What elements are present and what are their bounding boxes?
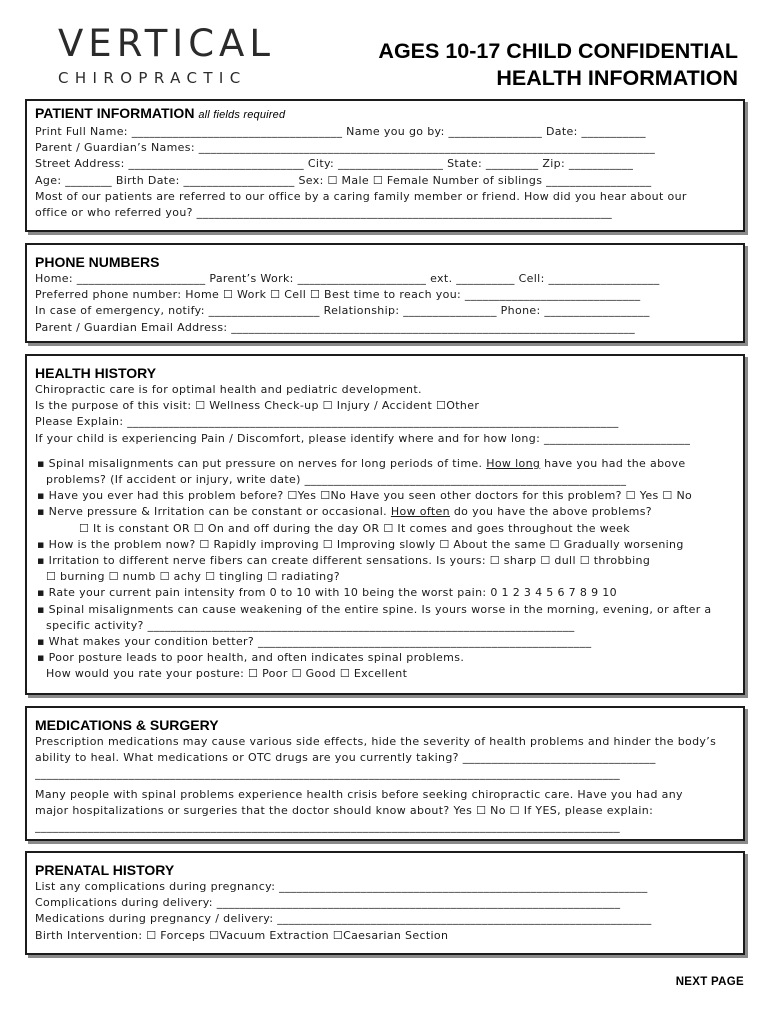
how-often-text: ▪ Nerve pressure & Irritation can be constant or occasional. xyxy=(37,505,388,519)
phone-numbers-title: PHONE NUMBERS xyxy=(35,254,160,270)
posture-statement: ▪ Poor posture leads to poor health, and often indicates spinal problems. xyxy=(37,651,465,665)
frequency-options[interactable]: ☐ It is constant OR ☐ On and off during the day OR ☐ It comes and goes throughout the week xyxy=(79,521,630,535)
sensation-question[interactable]: ▪ Irritation to different nerve fibers can create different sensations. Is yours: ☐ sharp ☐ dull ☐ throbbing xyxy=(37,554,651,568)
health-history-section xyxy=(25,354,745,695)
referral-question: Most of our patients are referred to our office by a caring family member or friend. How did you hear about our xyxy=(35,189,687,203)
health-history-title: HEALTH HISTORY xyxy=(35,365,157,381)
pregnancy-medications-line[interactable]: Medications during pregnancy / delivery: ________________________________________________________________ xyxy=(35,912,652,926)
pain-intensity-question[interactable]: ▪ Rate your current pain intensity from 0 to 10 with 10 being the worst pain: 0 1 2 3 4 5 6 7 8 9 10 xyxy=(37,586,617,600)
surgery-intro: Many people with spinal problems experience health crisis before seeking chiropractic care. Have you had any xyxy=(35,787,683,801)
posture-rating-options[interactable]: How would you rate your posture: ☐ Poor ☐ Good ☐ Excellent xyxy=(46,667,408,681)
medications-blank-line[interactable]: ____________________________________________________________________________________________________ xyxy=(35,767,620,781)
phone-numbers-section xyxy=(25,243,745,343)
medications-surgery-section xyxy=(25,706,745,841)
surgery-question-line[interactable]: major hospitalizations or surgeries that the doctor should know about? Yes ☐ No ☐ If YES, please explain: xyxy=(35,803,654,817)
spine-weakening-question: ▪ Spinal misalignments can cause weakening of the entire spine. Is yours worse in the morning, evening, or after a xyxy=(37,602,712,616)
how-often-text-end: do you have the above problems? xyxy=(450,505,652,519)
logo-subtitle: CHIROPRACTIC xyxy=(58,69,247,87)
health-intro-line: Chiropractic care is for optimal health and pediatric development. xyxy=(35,383,422,396)
medications-surgery-title: MEDICATIONS & SURGERY xyxy=(35,717,219,733)
home-work-cell-line[interactable]: Home: ______________________ Parent’s Work: ______________________ ext. __________ Cell: ___________________ xyxy=(35,272,660,285)
document-title xyxy=(318,38,738,92)
next-page-label: NEXT PAGE xyxy=(675,976,744,988)
prenatal-history-section xyxy=(25,851,745,955)
how-long-text-end: have you had the above xyxy=(540,456,686,470)
patient-information-title: PATIENT INFORMATION xyxy=(35,105,195,121)
problem-before-question[interactable]: ▪ Have you ever had this problem before? ☐Yes ☐No Have you seen other doctors for this problem? ☐ Yes ☐ No xyxy=(37,489,693,503)
how-long-text: ▪ Spinal misalignments can put pressure on nerves for long periods of time. xyxy=(37,456,483,470)
referral-line[interactable]: office or who referred you? _______________________________________________________________________ xyxy=(35,206,613,220)
sensation-options[interactable]: ☐ burning ☐ numb ☐ achy ☐ tingling ☐ radiating? xyxy=(46,570,340,584)
pregnancy-complications-line[interactable]: List any complications during pregnancy: _______________________________________________________________ xyxy=(35,880,648,893)
medications-question-line[interactable]: ability to heal. What medications or OTC drugs are you currently taking? _________________________________ xyxy=(35,751,656,765)
please-explain-line[interactable]: Please Explain: ____________________________________________________________________________________ xyxy=(35,415,619,429)
address-line[interactable]: Street Address: ______________________________ City: __________________ State: _________ Zip: ___________ xyxy=(35,157,634,171)
document-title-line1: AGES 10-17 CHILD CONFIDENTIAL xyxy=(378,39,738,63)
visit-purpose-line[interactable]: Is the purpose of this visit: ☐ Wellness Check-up ☐ Injury / Accident ☐Other xyxy=(35,399,480,413)
patient-information-section xyxy=(25,99,745,232)
how-long-emphasis: How long xyxy=(486,456,541,470)
birth-intervention-options[interactable]: Birth Intervention: ☐ Forceps ☐Vacuum Extraction ☐Caesarian Section xyxy=(35,928,449,942)
section-title xyxy=(35,105,735,124)
pain-location-line[interactable]: If your child is experiencing Pain / Discomfort, please identify where and for how long: _________________________ xyxy=(35,431,691,445)
problem-now-question[interactable]: ▪ How is the problem now? ☐ Rapidly improving ☐ Improving slowly ☐ About the same ☐ Gradually worsening xyxy=(37,537,684,551)
how-long-question xyxy=(37,456,735,472)
age-sex-line[interactable]: Age: ________ Birth Date: ___________________ Sex: ☐ Male ☐ Female Number of siblings __________________ xyxy=(35,173,652,187)
clinic-logo xyxy=(58,22,275,88)
specific-activity-line[interactable]: specific activity? _________________________________________________________________________ xyxy=(46,618,575,632)
document-title-line2: HEALTH INFORMATION xyxy=(496,66,738,90)
how-often-emphasis: How often xyxy=(390,505,450,519)
how-often-question xyxy=(37,504,735,520)
logo-wordmark: VERTICAL xyxy=(58,22,275,65)
guardian-email-line[interactable]: Parent / Guardian Email Address: _____________________________________________________________________ xyxy=(35,320,635,334)
required-note: all fields required xyxy=(198,109,286,121)
delivery-complications-line[interactable]: Complications during delivery: _____________________________________________________________________ xyxy=(35,896,621,910)
prenatal-history-title: PRENATAL HISTORY xyxy=(35,862,175,878)
surgery-blank-line[interactable]: ____________________________________________________________________________________________________ xyxy=(35,820,620,834)
guardian-names-line[interactable]: Parent / Guardian’s Names: ______________________________________________________________________________ xyxy=(35,141,656,155)
full-name-line[interactable]: Print Full Name: ____________________________________ Name you go by: ________________ Date: ___________ xyxy=(35,125,646,138)
medications-intro: Prescription medications may cause various side effects, hide the severity of health problems and hinder the body’s xyxy=(35,735,717,748)
emergency-contact-line[interactable]: In case of emergency, notify: ___________________ Relationship: ________________ Phone: __________________ xyxy=(35,304,650,318)
preferred-phone-line[interactable]: Preferred phone number: Home ☐ Work ☐ Cell ☐ Best time to reach you: ______________________________ xyxy=(35,288,641,302)
condition-better-line[interactable]: ▪ What makes your condition better? _________________________________________________________ xyxy=(37,635,592,649)
problem-date-line[interactable]: problems? (If accident or injury, write date) _______________________________________________________ xyxy=(46,473,627,487)
